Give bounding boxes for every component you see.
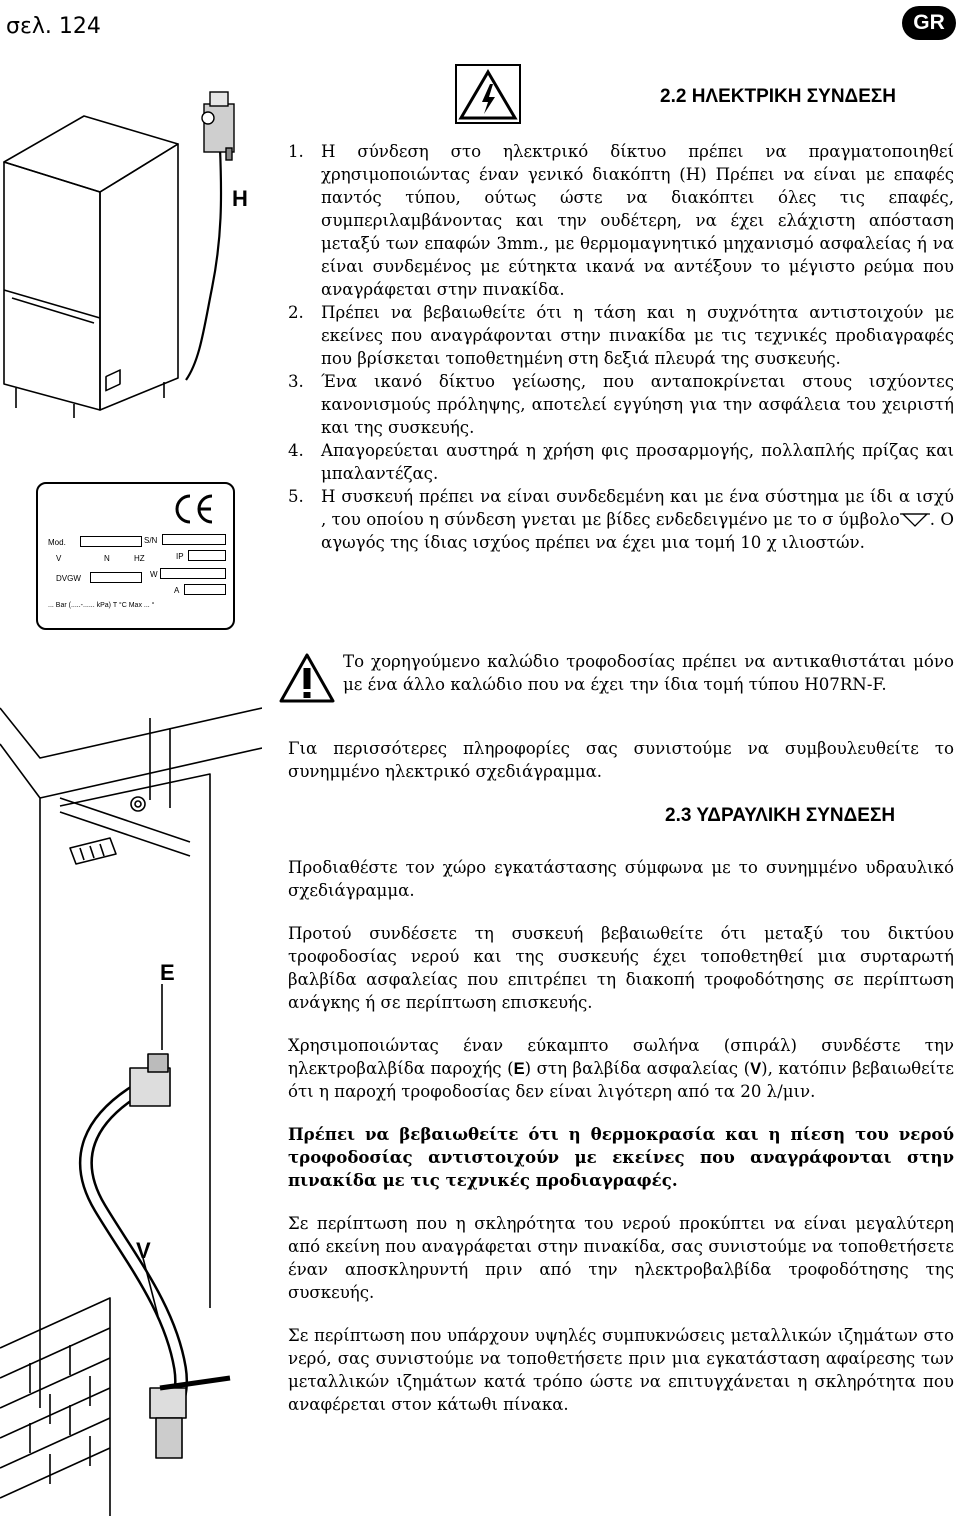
text-run: Χρησιμοποιώντας έναν εύκαμπτο σωλήνα (σπιράλ) συνδέστε την ηλεκτροβαλβίδα παροχής ( <box>288 1036 954 1078</box>
plate-field <box>162 534 226 545</box>
hose-paragraph <box>288 1034 954 1103</box>
water-connection-illustration <box>0 688 262 1516</box>
page-number: σελ. 124 <box>6 14 101 39</box>
warning-icon <box>278 652 336 704</box>
label-e-ref: E <box>513 1059 525 1078</box>
paragraph: Προτού συνδέσετε τη συσκευή βεβαιωθείτε ότι μεταξύ του δικτύου τροφοδοσίας νερού και της συσκευής έχει τοποθετηθεί μια συρταρωτή βαλβίδα ασφαλείας που επιτρέπει τη διακοπή τροφοδότησης σε περίπτωση ανάγκης ή σε περίπτωση επισκευής. <box>288 924 954 1012</box>
plate-dvgw: DVGW <box>56 574 81 583</box>
plate-field <box>90 572 142 583</box>
list-text: . Ο αγωγός της ίδιας ισχύος πρέπει να έχει μια τομή 10 χ ιλιοστών. <box>321 510 954 552</box>
plate-mod: Mod. <box>48 538 66 547</box>
list-item <box>288 140 954 301</box>
plate-field <box>184 584 226 595</box>
paragraph: Σε περίπτωση που υπάρχουν υψηλές συμπυκνώσεις μεταλλικών ιζημάτων στο νερό, σας συνιστούμε να τοποθετήσετε πριν μια εγκατάσταση αφαίρεσης των μεταλλικών ιζημάτων κατά τρόπο ώστε να επιτυγχάνεται η σκληρότητα που αναφέρεται στον κάτωθι πίνακα. <box>288 1326 954 1414</box>
list-number: 2. <box>288 303 304 322</box>
plate-a: A <box>174 586 180 595</box>
list-text: Η σύνδεση στο ηλεκτρικό δίκτυο πρέπει να πραγματοποιηθεί χρησιμοποιώντας έναν γενικό διακόπτη (H) Πρέπει να είναι με επαφές παντός τύπου, ούτως ώστε να διακόπτει όλες τις επαφές, συμπεριλαμβάνοντας και την ουδέτερη, να έχει ελάχιστη απόσταση μεταξύ των επαφών 3mm., με θερμομαγνητικό μηχανισμό ασφαλείας ή να είναι συνδεμένος με εύτηκτα ικανά να αντέξουν το μέγιστο ρεύμα που αναγράφεται στην πινακίδα. <box>321 142 954 299</box>
electrical-instructions <box>288 140 954 554</box>
list-item <box>288 301 954 370</box>
list-text: Η συσκευή πρέπει να είναι συνδεδεμένη και με ένα σύστημα με ίδι α ισχύ , του οποίου η σύνδεση γνεται με βίδες ενδεδειγμένο με το σ ύμβολο <box>321 487 954 529</box>
list-number: 1. <box>288 142 304 161</box>
plate-bottom-row: ... Bar (.....-...... kPa) T °C Max ... ° <box>48 602 155 609</box>
list-number: 5. <box>288 487 304 506</box>
list-text: Απαγορεύεται αυστηρά η χρήση φις προσαρμογής, πολλαπλής πρίζας και μπαλαντέζας. <box>321 441 954 483</box>
cable-warning-text: Το χορηγούμενο καλώδιο τροφοδοσίας πρέπει να αντικαθιστάται μόνο με ένα άλλο καλώδιο που να έχει την ίδια τομή τύπου H07RN-F. <box>343 652 954 694</box>
electrical-hazard-icon <box>455 64 521 124</box>
list-number: 4. <box>288 441 304 460</box>
plate-v: V <box>56 554 62 563</box>
electrical-more-info: Για περισσότερες πληροφορίες σας συνιστούμε να συμβουλευθείτε το συνημμένο ηλεκτρικό σχεδιάγραμμα. <box>288 739 954 781</box>
section-heading-electrical: 2.2 ΗΛΕΚΤΡΙΚΗ ΣΥΝΔΕΣΗ <box>660 86 897 107</box>
list-item <box>288 439 954 485</box>
section-heading-hydraulic: 2.3 ΥΔΡΑΥΛΙΚΗ ΣΥΝΔΕΣΗ <box>665 805 896 826</box>
list-text: Πρέπει να βεβαιωθείτε ότι η τάση και η συχνότητα αντιστοιχούν με εκείνες που αναγράφονται στην πινακίδα με τις τεχνικές προδιαγραφές που βρίσκεται τοποθετημένη στη δεξιά πλευρά της συσκευής. <box>321 303 954 368</box>
text-run: ), κατόπιν βεβαιωθείτε ότι η παροχή τροφοδοσίας δεν είναι λιγότερη από τα 20 λ/μιν. <box>288 1059 954 1101</box>
figure-label-e: E <box>160 960 175 985</box>
bold-paragraph: Πρέπει να βεβαιωθείτε ότι η θερμοκρασία και η πίεση του νερού τροφοδοσίας αντιστοιχούν με εκείνες που αναγράφονται στην πινακίδα με τις τεχνικές προδιαγραφές. <box>288 1124 954 1190</box>
plate-field <box>80 536 142 547</box>
figure-label-v: V <box>136 1238 151 1263</box>
list-number: 3. <box>288 372 304 391</box>
list-item <box>288 485 954 554</box>
ce-mark-icon <box>170 492 216 526</box>
list-text: Ένα ικανό δίκτυο γείωσης, που ανταποκρίνεται στους ισχύοντες κανονισμούς πρόληψης, αποτελεί εγγύηση για την ασφάλεια του χειριστή και της συσκευής. <box>321 372 954 437</box>
rating-plate <box>36 482 235 630</box>
appliance-switch-illustration <box>0 88 262 418</box>
figure-label-h: H <box>232 186 248 211</box>
language-badge: GR <box>902 6 956 40</box>
list-item <box>288 370 954 439</box>
plate-w: W <box>150 570 158 579</box>
equipotential-symbol-icon <box>900 512 930 528</box>
text-run: ) στη βαλβίδα ασφαλείας ( <box>524 1059 751 1078</box>
hydraulic-instructions <box>288 856 954 1436</box>
plate-sn: S/N <box>144 536 158 545</box>
plate-ip: IP <box>176 552 184 561</box>
plate-n: N <box>104 554 110 563</box>
label-v-ref: V <box>750 1059 762 1078</box>
plate-field <box>160 568 226 579</box>
plate-field <box>188 550 226 561</box>
paragraph: Σε περίπτωση που η σκληρότητα του νερού προκύπτει να είναι μεγαλύτερη από εκείνη που αναγράφεται στην πινακίδα, σας συνιστούμε να τοποθετήσετε έναν αποσκληρυντή πριν από την ηλεκτροβαλβίδα τροφοδότησης της συσκευής. <box>288 1214 954 1302</box>
plate-hz: HZ <box>134 554 145 563</box>
paragraph: Προδιαθέστε τον χώρο εγκατάστασης σύμφωνα με το συνημμένο υδραυλικό σχεδιάγραμμα. <box>288 858 954 900</box>
